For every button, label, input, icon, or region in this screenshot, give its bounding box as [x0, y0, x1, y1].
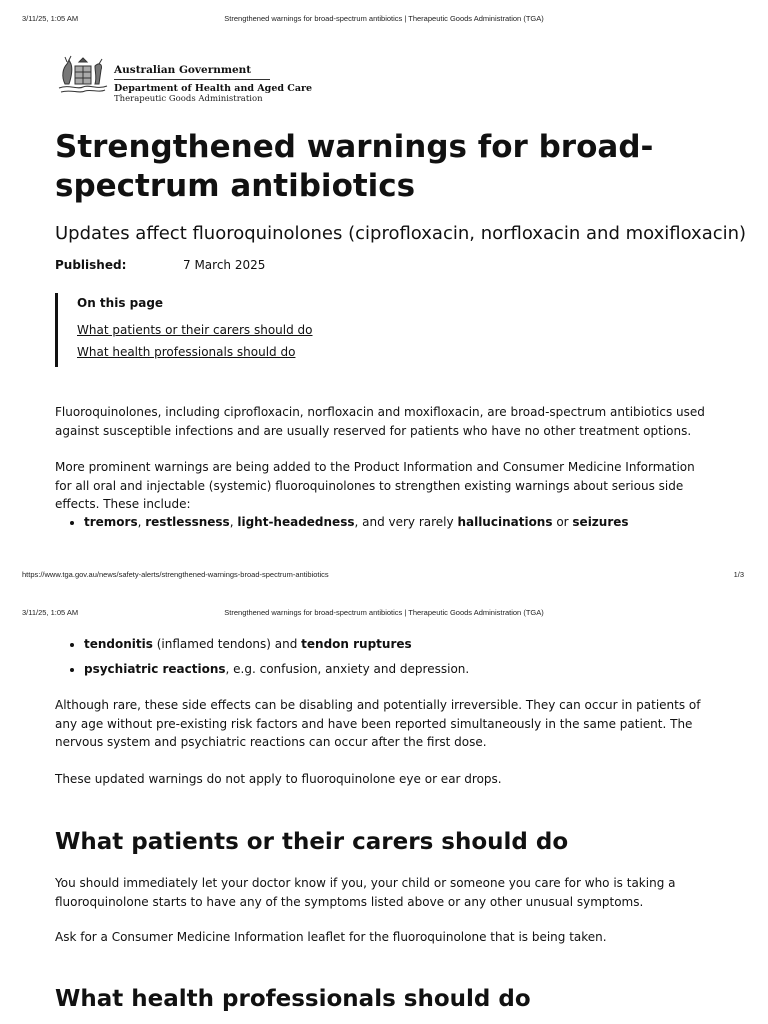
print-page-count: 1/3 — [733, 570, 744, 579]
government-logo-text — [114, 64, 312, 104]
toc-link-patients[interactable]: What patients or their carers should do — [77, 323, 313, 337]
list-item: • tendonitis (inflamed tendons) and tendon ruptures — [84, 632, 469, 657]
intro-paragraph: Fluoroquinolones, including ciprofloxacin, norfloxacin and moxifloxacin, are broad-spectrum antibiotics used against susceptible infections and are usually reserved for patients who have no other treatment options. — [55, 405, 705, 438]
print-doc-title: Strengthened warnings for broad-spectrum antibiotics | Therapeutic Goods Administration (TGA) — [224, 14, 544, 23]
on-this-page-title: On this page — [77, 296, 164, 310]
cmi-paragraph: Ask for a Consumer Medicine Information leaflet for the fluoroquinolone that is being taken. — [55, 930, 607, 944]
print-header — [0, 608, 768, 622]
on-this-page-nav — [55, 293, 313, 367]
side-effects-list — [55, 510, 629, 535]
print-footer — [0, 570, 768, 584]
side-effects-list-continued — [55, 632, 469, 681]
eye-ear-drops-paragraph: These updated warnings do not apply to fluoroquinolone eye or ear drops. — [55, 772, 502, 786]
list-item: • psychiatric reactions, e.g. confusion, anxiety and depression. — [84, 657, 469, 682]
print-doc-title: Strengthened warnings for broad-spectrum antibiotics | Therapeutic Goods Administration (TGA) — [224, 608, 544, 617]
coat-of-arms-icon[interactable] — [55, 54, 111, 96]
print-datetime: 3/11/25, 1:05 AM — [22, 14, 79, 23]
risk-paragraph: Although rare, these side effects can be disabling and potentially irreversible. They can occur in patients of any age without pre-existing risk factors and have been reported simultaneously in the same patient. The nervous system and psychiatric reactions can occur after the first dose. — [55, 698, 701, 749]
heading-patients: What patients or their carers should do — [55, 829, 569, 855]
logo-divider — [114, 79, 270, 80]
toc-link-professionals[interactable]: What health professionals should do — [77, 345, 296, 359]
published-label: Published: — [55, 258, 127, 272]
print-header — [0, 14, 768, 28]
heading-professionals: What health professionals should do — [55, 986, 531, 1012]
warnings-paragraph: More prominent warnings are being added to the Product Information and Consumer Medicine Information for all oral and injectable (systemic) fluoroquinolones to strengthen existing warnings about serious side effects. These include: — [55, 460, 695, 511]
print-datetime: 3/11/25, 1:05 AM — [22, 608, 79, 617]
patients-paragraph: You should immediately let your doctor know if you, your child or someone you care for who is taking a fluoroquinolone starts to have any of the symptoms listed above or any other unusual symptoms. — [55, 876, 676, 909]
agency-name: Therapeutic Goods Administration — [114, 94, 263, 104]
print-url: https://www.tga.gov.au/news/safety-alerts/strengthened-warnings-broad-spectrum-antibiotics — [22, 570, 329, 579]
department-name: Department of Health and Aged Care — [114, 83, 313, 94]
page-title: Strengthened warnings for broad-spectrum antibiotics — [55, 129, 654, 204]
government-name: Australian Government — [114, 64, 252, 76]
published-date: 7 March 2025 — [183, 258, 266, 272]
list-item: • tremors, restlessness, light-headedness, and very rarely hallucinations or seizures — [84, 510, 629, 535]
page-subtitle: Updates affect fluoroquinolones (ciprofloxacin, norfloxacin and moxifloxacin) — [55, 223, 747, 244]
